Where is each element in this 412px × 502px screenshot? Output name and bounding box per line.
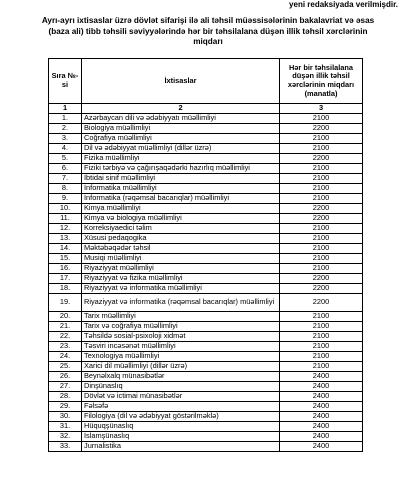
specialty-name-cell: Fizika müəllimliyi xyxy=(82,154,280,164)
amount-cell: 2400 xyxy=(280,422,363,432)
header-no: Sıra №-si xyxy=(49,59,82,104)
amount-cell: 2200 xyxy=(280,214,363,224)
specialty-name-cell: Fəlsəfə xyxy=(82,402,280,412)
row-number-cell: 28. xyxy=(49,392,82,402)
row-number-cell: 31. xyxy=(49,422,82,432)
row-number-cell: 10. xyxy=(49,204,82,214)
specialty-name-cell: Məktəbəqədər təhsil xyxy=(82,244,280,254)
specialty-name-cell: Musiqi müəllimliyi xyxy=(82,254,280,264)
table-row xyxy=(49,194,363,204)
table-row xyxy=(49,322,363,332)
amount-cell: 2100 xyxy=(280,362,363,372)
specialty-name-cell: Kimya və biologiya müəllimliyi xyxy=(82,214,280,224)
table-row xyxy=(49,234,363,244)
row-number-cell: 12. xyxy=(49,224,82,234)
amount-cell: 2100 xyxy=(280,194,363,204)
row-number-cell: 14. xyxy=(49,244,82,254)
table-row xyxy=(49,184,363,194)
amount-cell: 2200 xyxy=(280,294,363,312)
specialty-name-cell: Kimya müəllimliyi xyxy=(82,204,280,214)
specialty-name-cell: İnformatika müəllimliyi xyxy=(82,184,280,194)
table-row xyxy=(49,412,363,422)
specialty-name-cell: İnformatika (rəqəmsal bacarıqlar) müəllimliyi xyxy=(82,194,280,204)
table-row xyxy=(49,432,363,442)
amount-cell: 2400 xyxy=(280,412,363,422)
specialty-name-cell: Fiziki tərbiyə və çağırışaqədərki hazırlıq müəllimliyi xyxy=(82,164,280,174)
row-number-cell: 30. xyxy=(49,412,82,422)
amount-cell: 2200 xyxy=(280,274,363,284)
specialty-name-cell: Beynəlxalq münasibətlər xyxy=(82,372,280,382)
row-number-cell: 1. xyxy=(49,114,82,124)
specialty-name-cell: Riyaziyyat və informatika müəllimliyi xyxy=(82,284,280,294)
specialty-name-cell: Təsviri incəsənət müəllimliyi xyxy=(82,342,280,352)
column-number: 1 xyxy=(49,104,82,114)
amount-cell: 2100 xyxy=(280,234,363,244)
header-name: İxtisaslar xyxy=(82,59,280,104)
amount-cell: 2100 xyxy=(280,322,363,332)
amount-cell: 2400 xyxy=(280,392,363,402)
amount-cell: 2400 xyxy=(280,372,363,382)
specialty-name-cell: Dinşünaslıq xyxy=(82,382,280,392)
row-number-cell: 11. xyxy=(49,214,82,224)
table-row xyxy=(49,402,363,412)
row-number-cell: 6. xyxy=(49,164,82,174)
row-number-cell: 15. xyxy=(49,254,82,264)
specialty-name-cell: Xüsusi pedaqogika xyxy=(82,234,280,244)
amount-cell: 2100 xyxy=(280,174,363,184)
specialty-name-cell: Tarix və coğrafiya müəllimliyi xyxy=(82,322,280,332)
amount-cell: 2100 xyxy=(280,312,363,322)
top-cut-text: yeni redaksiyada verilmişdir. xyxy=(289,0,398,9)
table-row xyxy=(49,244,363,254)
row-number-cell: 20. xyxy=(49,312,82,322)
table-row xyxy=(49,214,363,224)
table-row xyxy=(49,422,363,432)
amount-cell: 2400 xyxy=(280,442,363,452)
table-row xyxy=(49,442,363,452)
column-number: 2 xyxy=(82,104,280,114)
specialty-name-cell: Riyaziyyat və fizika müəllimliyi xyxy=(82,274,280,284)
table-row xyxy=(49,124,363,134)
amount-cell: 2200 xyxy=(280,154,363,164)
table-header-row xyxy=(49,59,363,104)
specialty-name-cell: Filologiya (dil və ədəbiyyat göstərilməklə) xyxy=(82,412,280,422)
amount-cell: 2100 xyxy=(280,352,363,362)
specialty-name-cell: İslamşünaslıq xyxy=(82,432,280,442)
table-row xyxy=(49,204,363,214)
specialty-name-cell: Korreksiyaedici təlim xyxy=(82,224,280,234)
table-row xyxy=(49,254,363,264)
table-row xyxy=(49,264,363,274)
row-number-cell: 3. xyxy=(49,134,82,144)
amount-cell: 2100 xyxy=(280,342,363,352)
amount-cell: 2100 xyxy=(280,164,363,174)
row-number-cell: 17. xyxy=(49,274,82,284)
row-number-cell: 23. xyxy=(49,342,82,352)
specialty-name-cell: Texnologiya müəllimliyi xyxy=(82,352,280,362)
specialty-name-cell: Biologiya müəllimliyi xyxy=(82,124,280,134)
specialty-name-cell: Tarix müəllimliyi xyxy=(82,312,280,322)
amount-cell: 2100 xyxy=(280,254,363,264)
amount-cell: 2100 xyxy=(280,244,363,254)
table-row xyxy=(49,284,363,294)
row-number-cell: 5. xyxy=(49,154,82,164)
row-number-cell: 13. xyxy=(49,234,82,244)
amount-cell: 2200 xyxy=(280,284,363,294)
amount-cell: 2100 xyxy=(280,114,363,124)
header-amount: Hər bir təhsilalana düşən illik təhsil xərclərinin miqdarı (manatla) xyxy=(280,59,363,104)
specialty-name-cell: Coğrafiya müəllimliyi xyxy=(82,134,280,144)
specialty-name-cell: Təhsildə sosial-psixoloji xidmət xyxy=(82,332,280,342)
specialty-name-cell: İbtidai sinif müəllimliyi xyxy=(82,174,280,184)
table-row xyxy=(49,224,363,234)
table-row xyxy=(49,392,363,402)
specialty-name-cell: Riyaziyyat müəllimliyi xyxy=(82,264,280,274)
row-number-cell: 9. xyxy=(49,194,82,204)
specialty-name-cell: Dövlət və ictimai münasibətlər xyxy=(82,392,280,402)
amount-cell: 2200 xyxy=(280,124,363,134)
table-row xyxy=(49,372,363,382)
table-row xyxy=(49,342,363,352)
table-row xyxy=(49,114,363,124)
table-row xyxy=(49,144,363,154)
table-row xyxy=(49,332,363,342)
row-number-cell: 8. xyxy=(49,184,82,194)
column-number: 3 xyxy=(280,104,363,114)
row-number-cell: 16. xyxy=(49,264,82,274)
row-number-cell: 24. xyxy=(49,352,82,362)
column-number-row xyxy=(49,104,363,114)
row-number-cell: 26. xyxy=(49,372,82,382)
row-number-cell: 22. xyxy=(49,332,82,342)
specialty-name-cell: Hüquqşünaslıq xyxy=(82,422,280,432)
table-row xyxy=(49,274,363,284)
amount-cell: 2100 xyxy=(280,264,363,274)
table-row xyxy=(49,352,363,362)
amount-cell: 2100 xyxy=(280,144,363,154)
table-row xyxy=(49,154,363,164)
specialty-name-cell: Riyaziyyat və informatika (rəqəmsal bacarıqlar) müəllimliyi xyxy=(82,294,280,312)
page-title: Ayrı-ayrı ixtisaslar üzrə dövlət sifarişi ilə ali təhsil müəssisələrinin bakalavriat və əsas (baza ali) tibb təhsili səviyyələrində hər bir təhsilalana düşən illik təhsil xərclərinin miqdarı xyxy=(41,16,375,46)
table-row xyxy=(49,134,363,144)
amount-cell: 2100 xyxy=(280,224,363,234)
row-number-cell: 7. xyxy=(49,174,82,184)
amount-cell: 2200 xyxy=(280,204,363,214)
amount-cell: 2100 xyxy=(280,184,363,194)
row-number-cell: 21. xyxy=(49,322,82,332)
table-row xyxy=(49,382,363,392)
amount-cell: 2100 xyxy=(280,134,363,144)
row-number-cell: 19. xyxy=(49,294,82,312)
tuition-cost-table xyxy=(48,58,363,452)
table-row xyxy=(49,174,363,184)
amount-cell: 2400 xyxy=(280,382,363,392)
amount-cell: 2400 xyxy=(280,402,363,412)
row-number-cell: 29. xyxy=(49,402,82,412)
table-row xyxy=(49,312,363,322)
row-number-cell: 4. xyxy=(49,144,82,154)
table-row xyxy=(49,294,363,312)
row-number-cell: 32. xyxy=(49,432,82,442)
specialty-name-cell: Xarici dil müəllimliyi (dillər üzrə) xyxy=(82,362,280,372)
row-number-cell: 33. xyxy=(49,442,82,452)
amount-cell: 2100 xyxy=(280,332,363,342)
table-row xyxy=(49,362,363,372)
specialty-name-cell: Jurnalistika xyxy=(82,442,280,452)
row-number-cell: 27. xyxy=(49,382,82,392)
amount-cell: 2400 xyxy=(280,432,363,442)
specialty-name-cell: Dil və ədəbiyyat müəllimliyi (dillər üzrə) xyxy=(82,144,280,154)
table-row xyxy=(49,164,363,174)
row-number-cell: 18. xyxy=(49,284,82,294)
row-number-cell: 25. xyxy=(49,362,82,372)
specialty-name-cell: Azərbaycan dili və ədəbiyyatı müəllimliyi xyxy=(82,114,280,124)
row-number-cell: 2. xyxy=(49,124,82,134)
